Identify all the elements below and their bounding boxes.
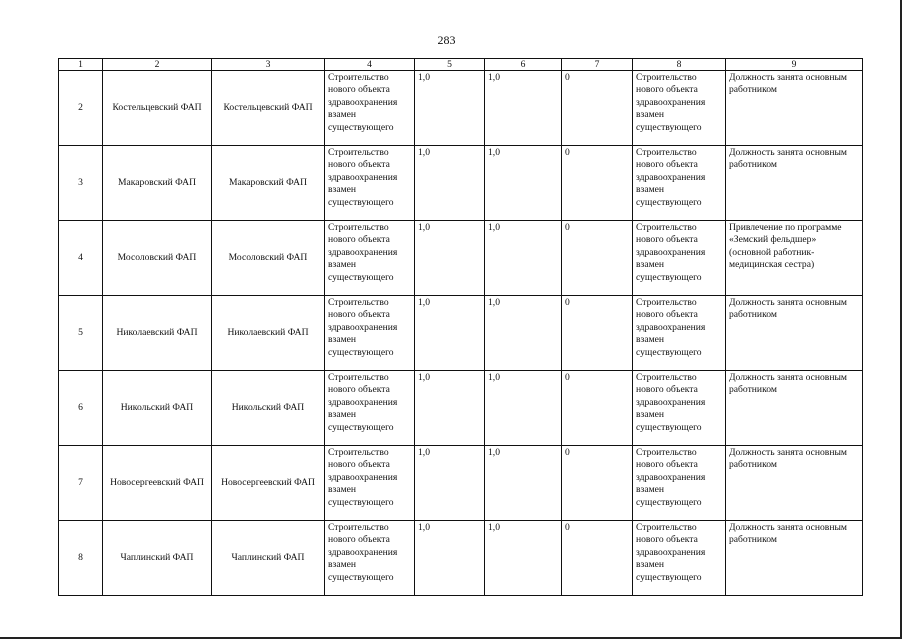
work-description-cell: Строительство нового объекта здравоохранения взамен существующего xyxy=(633,221,726,296)
facility-object-cell: Мосоловский ФАП xyxy=(212,221,325,296)
value-cell-col6: 1,0 xyxy=(485,296,562,371)
row-number-cell: 6 xyxy=(59,371,103,446)
column-header: 3 xyxy=(212,59,325,71)
value-cell-col6: 1,0 xyxy=(485,446,562,521)
column-header: 4 xyxy=(325,59,415,71)
column-header: 1 xyxy=(59,59,103,71)
staffing-note-cell: Должность занята основным работником xyxy=(726,71,863,146)
table-row xyxy=(59,521,863,596)
value-cell-col5: 1,0 xyxy=(415,446,485,521)
facility-object-cell: Чаплинский ФАП xyxy=(212,521,325,596)
row-number-cell: 3 xyxy=(59,146,103,221)
work-description-cell: Строительство нового объекта здравоохранения взамен существующего xyxy=(633,521,726,596)
planned-work-cell: Строительство нового объекта здравоохранения взамен существующего xyxy=(325,446,415,521)
row-number-cell: 7 xyxy=(59,446,103,521)
facility-name-cell: Новосергеевский ФАП xyxy=(103,446,212,521)
value-cell-col7: 0 xyxy=(562,521,633,596)
facility-name-cell: Чаплинский ФАП xyxy=(103,521,212,596)
value-cell-col7: 0 xyxy=(562,296,633,371)
value-cell-col6: 1,0 xyxy=(485,371,562,446)
facility-name-cell: Костельцевский ФАП xyxy=(103,71,212,146)
value-cell-col5: 1,0 xyxy=(415,371,485,446)
row-number-cell: 8 xyxy=(59,521,103,596)
facility-name-cell: Макаровский ФАП xyxy=(103,146,212,221)
table-row xyxy=(59,71,863,146)
facility-object-cell: Макаровский ФАП xyxy=(212,146,325,221)
value-cell-col6: 1,0 xyxy=(485,146,562,221)
value-cell-col5: 1,0 xyxy=(415,221,485,296)
column-header: 9 xyxy=(726,59,863,71)
row-number-cell: 2 xyxy=(59,71,103,146)
planned-work-cell: Строительство нового объекта здравоохранения взамен существующего xyxy=(325,521,415,596)
facility-object-cell: Новосергеевский ФАП xyxy=(212,446,325,521)
staffing-note-cell: Должность занята основным работником xyxy=(726,446,863,521)
column-header: 2 xyxy=(103,59,212,71)
value-cell-col5: 1,0 xyxy=(415,296,485,371)
work-description-cell: Строительство нового объекта здравоохранения взамен существующего xyxy=(633,71,726,146)
staffing-note-cell: Должность занята основным работником xyxy=(726,146,863,221)
facility-object-cell: Никольский ФАП xyxy=(212,371,325,446)
value-cell-col7: 0 xyxy=(562,71,633,146)
work-description-cell: Строительство нового объекта здравоохранения взамен существующего xyxy=(633,146,726,221)
planned-work-cell: Строительство нового объекта здравоохранения взамен существующего xyxy=(325,221,415,296)
row-number-cell: 5 xyxy=(59,296,103,371)
work-description-cell: Строительство нового объекта здравоохранения взамен существующего xyxy=(633,296,726,371)
table-row xyxy=(59,446,863,521)
value-cell-col6: 1,0 xyxy=(485,221,562,296)
value-cell-col5: 1,0 xyxy=(415,521,485,596)
table-row xyxy=(59,371,863,446)
value-cell-col6: 1,0 xyxy=(485,71,562,146)
staffing-note-cell: Привлечение по программе «Земский фельдшер» (основной работник- медицинская сестра) xyxy=(726,221,863,296)
value-cell-col7: 0 xyxy=(562,371,633,446)
table-row xyxy=(59,296,863,371)
staffing-note-cell: Должность занята основным работником xyxy=(726,371,863,446)
facility-object-cell: Костельцевский ФАП xyxy=(212,71,325,146)
value-cell-col7: 0 xyxy=(562,446,633,521)
staffing-note-cell: Должность занята основным работником xyxy=(726,296,863,371)
row-number-cell: 4 xyxy=(59,221,103,296)
planned-work-cell: Строительство нового объекта здравоохранения взамен существующего xyxy=(325,146,415,221)
value-cell-col5: 1,0 xyxy=(415,146,485,221)
facility-name-cell: Мосоловский ФАП xyxy=(103,221,212,296)
facility-object-cell: Николаевский ФАП xyxy=(212,296,325,371)
table-row xyxy=(59,221,863,296)
work-description-cell: Строительство нового объекта здравоохранения взамен существующего xyxy=(633,371,726,446)
column-header: 6 xyxy=(485,59,562,71)
facility-name-cell: Николаевский ФАП xyxy=(103,296,212,371)
value-cell-col5: 1,0 xyxy=(415,71,485,146)
page-number: 283 xyxy=(437,33,456,47)
value-cell-col7: 0 xyxy=(562,221,633,296)
table-row xyxy=(59,146,863,221)
value-cell-col7: 0 xyxy=(562,146,633,221)
header-row xyxy=(59,59,863,71)
column-header: 5 xyxy=(415,59,485,71)
column-header: 8 xyxy=(633,59,726,71)
planned-work-cell: Строительство нового объекта здравоохранения взамен существующего xyxy=(325,296,415,371)
facility-name-cell: Никольский ФАП xyxy=(103,371,212,446)
planned-work-cell: Строительство нового объекта здравоохранения взамен существующего xyxy=(325,71,415,146)
work-description-cell: Строительство нового объекта здравоохранения взамен существующего xyxy=(633,446,726,521)
value-cell-col6: 1,0 xyxy=(485,521,562,596)
column-header: 7 xyxy=(562,59,633,71)
planned-work-cell: Строительство нового объекта здравоохранения взамен существующего xyxy=(325,371,415,446)
data-table xyxy=(58,58,863,596)
staffing-note-cell: Должность занята основным работником xyxy=(726,521,863,596)
